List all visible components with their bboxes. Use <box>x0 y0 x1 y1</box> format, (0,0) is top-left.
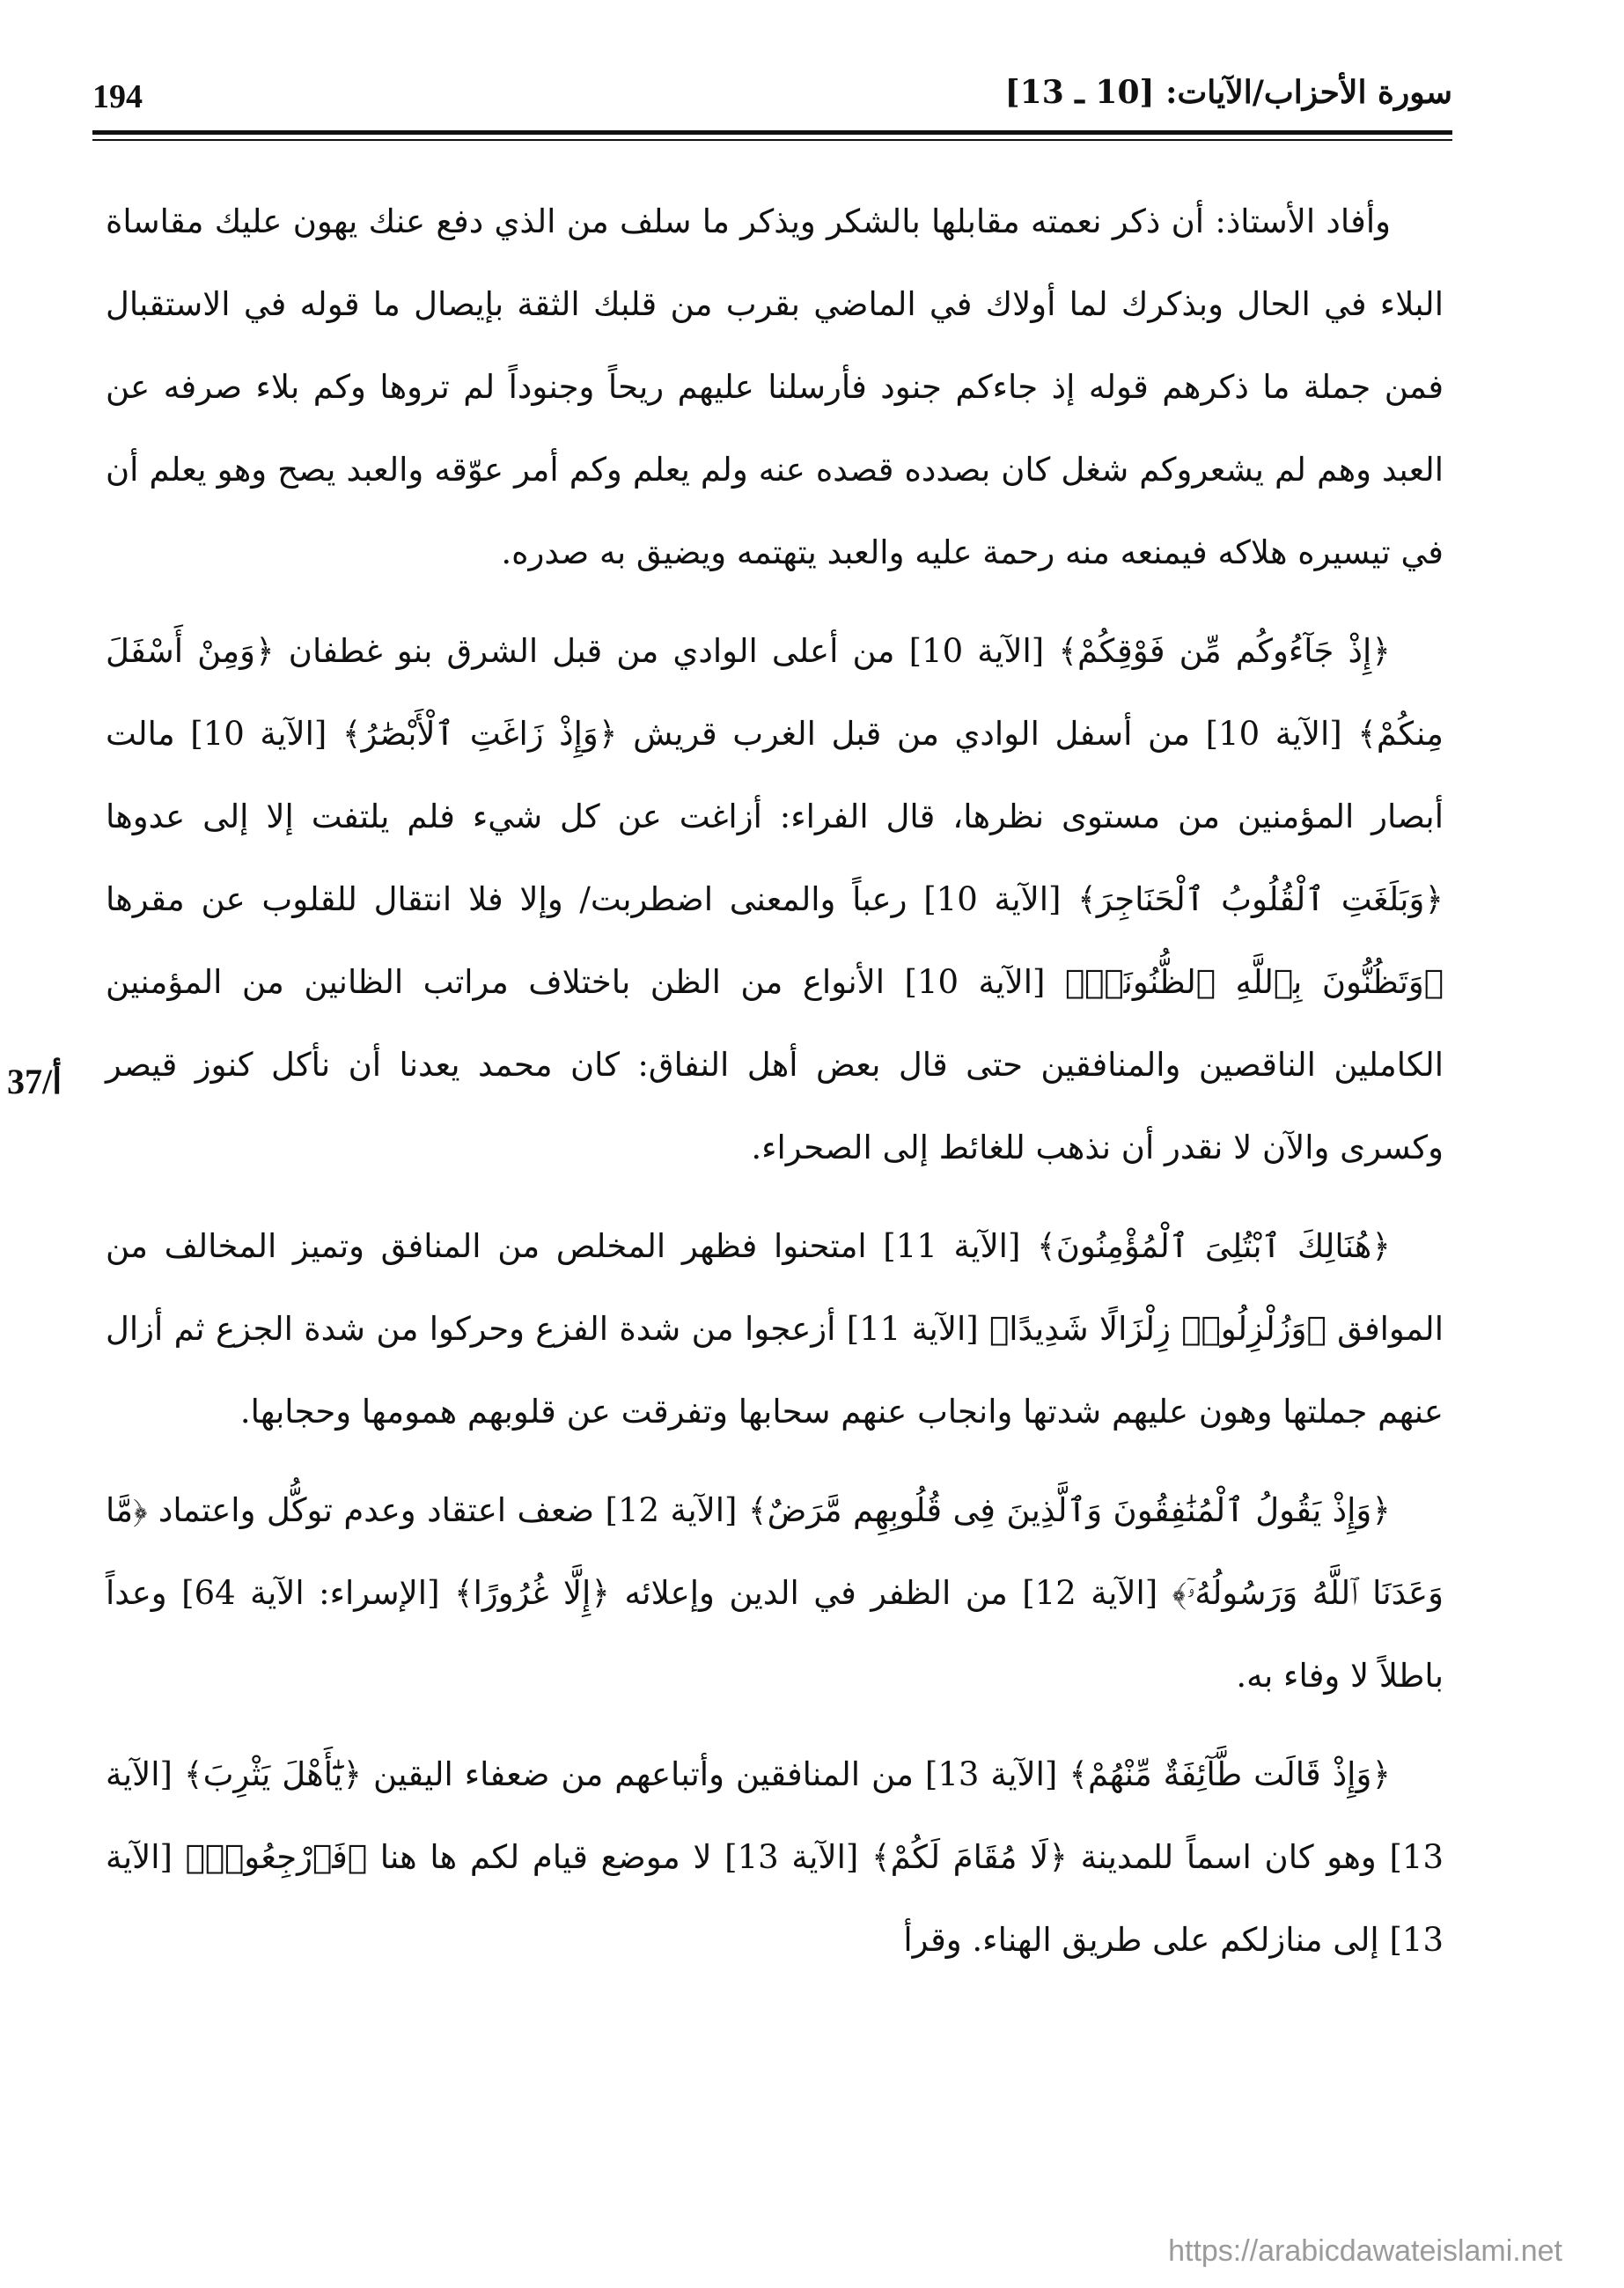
paragraph-text: وأفاد الأستاذ: أن ذكر نعمته مقابلها بالشكر ويذكر ما سلف من الذي دفع عنك يهون عليك مقاساة البلاء في الحال وبذكرك لما أولاك في الماضي بقرب من قلبك الثقة بإيصال ما قوله في الاستقبال فمن جملة ما ذكرهم قوله إذ جاءكم جنود فأرسلنا عليهم ريحاً وجنوداً لم تروها وكم بلاء صرفه عن العبد وهم لم يشعروكم شغل كان بصدده قصده عنه ولم يعلم وكم أمر عوّقه والعبد يصح وهو يعلم أن في تيسيره هلاكه فيمنعه منه رحمة عليه والعبد يتهتمه ويضيق به صدره. <box>106 202 1444 571</box>
paragraph-text: ﴿إِذْ جَآءُوكُم مِّن فَوْقِكُمْ﴾ [الآية 10] من أعلى الوادي من قبل الشرق بنو غطفان ﴿وَمِنْ أَسْفَلَ مِنكُمْ﴾ [الآية 10] من أسفل الوادي من قبل الغرب قريش ﴿وَإِذْ زَاغَتِ ٱلْأَبْصَٰرُ﴾ [الآية 10] مالت أبصار المؤمنين من مستوى نظرها، قال الفراء: أزاغت عن كل شيء فلم يلتفت إلا إلى عدوها ﴿وَبَلَغَتِ ٱلْقُلُوبُ ٱلْحَنَاجِرَ﴾ [الآية 10] رعباً والمعنى اضطربت/ وإلا فلا انتقال للقلوب عن مقرها ﴿وَتَظُنُّونَ بِٱللَّهِ ٱلظُّنُونَا۠﴾ [الآية 10] الأنواع من الظن باختلاف مراتب الظانين من المؤمنين الكاملين الناقصين والمنافقين حتى قال بعض أهل النفاق: كان محمد يعدنا أن نأكل كنوز قيصر وكسرى والآن لا نقدر أن نذهب للغائط إلى الصحراء. <box>106 632 1444 1166</box>
paragraph <box>106 1469 1444 1718</box>
page-body <box>106 180 1444 1997</box>
paragraph-text: ﴿وَإِذْ يَقُولُ ٱلْمُنَٰفِقُونَ وَٱلَّذِينَ فِى قُلُوبِهِم مَّرَضٌ﴾ [الآية 12] ضعف اعتقاد وعدم توكُّل واعتماد ﴿مَّا وَعَدَنَا ٱللَّهُ وَرَسُولُهُۥٓ﴾ [الآية 12] من الظفر في الدين وإعلائه ﴿إِلَّا غُرُورًا﴾ [الإسراء: الآية 64] وعداً باطلاً لا وفاء به. <box>106 1491 1444 1695</box>
paragraph-text: ﴿هُنَالِكَ ٱبْتُلِىَ ٱلْمُؤْمِنُونَ﴾ [الآية 11] امتحنوا فظهر المخلص من المنافق وتميز المخالف من الموافق ﴿وَزُلْزِلُوا۟ زِلْزَالًا شَدِيدًا﴾ [الآية 11] أزعجوا من شدة الفزع وحركوا من شدة الجزع ثم أزال عنهم جملتها وهون عليهم شدتها وانجاب عنهم سحابها وتفرقت عن قلوبهم همومها وحجابها. <box>106 1227 1444 1431</box>
paragraph <box>106 1205 1444 1453</box>
header-rule-thin <box>92 139 1452 141</box>
header-rule-thick <box>92 130 1452 135</box>
paragraph <box>106 1733 1444 1982</box>
running-title: سورة الأحزاب/الآيات: [10 ـ 13] <box>1004 74 1452 111</box>
manuscript-folio-marker: 37/أ <box>7 1062 62 1101</box>
paragraph <box>106 610 1444 1189</box>
page-number: 194 <box>92 78 143 115</box>
paragraph-text: ﴿وَإِذْ قَالَت طَّآئِفَةٌ مِّنْهُمْ﴾ [الآية 13] من المنافقين وأتباعهم من ضعفاء اليقين ﴿يَٰٓأَهْلَ يَثْرِبَ﴾ [الآية 13] وهو كان اسماً للمدينة ﴿لَا مُقَامَ لَكُمْ﴾ [الآية 13] لا موضع قيام لكم ها هنا ﴿فَٱرْجِعُوا۟﴾ [الآية 13] إلى منازلكم على طريق الهناء. وقرأ <box>106 1755 1444 1959</box>
paragraph <box>106 180 1444 594</box>
page-header <box>92 69 1452 130</box>
watermark-url: https://arabicdawateislami.net <box>1168 2234 1562 2268</box>
